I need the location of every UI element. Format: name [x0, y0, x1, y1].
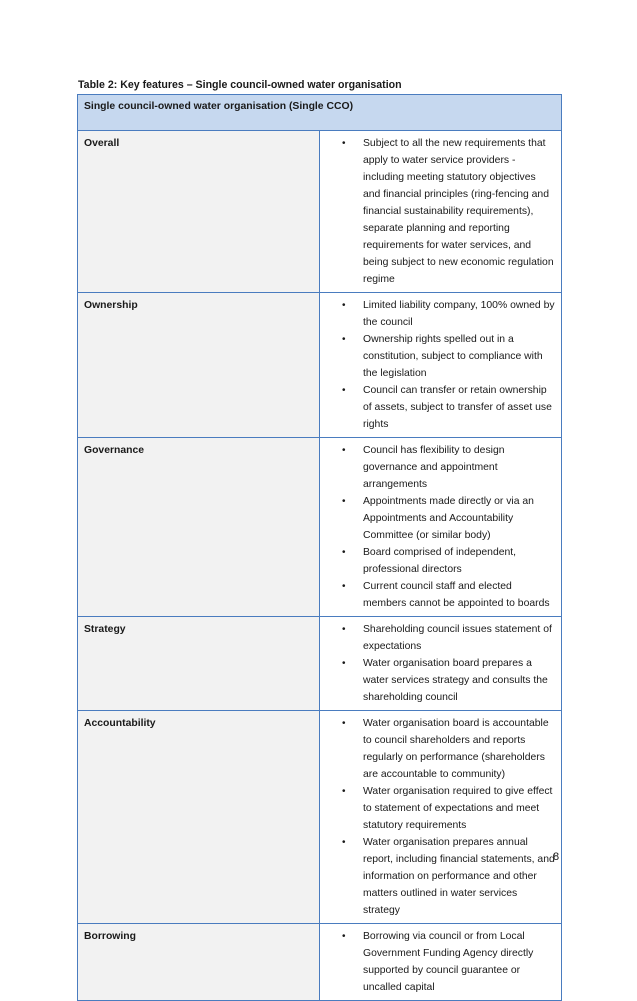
- row-content-strategy: [320, 617, 562, 711]
- list-item: • Board comprised of independent, professional directors: [320, 544, 555, 578]
- row-label-ownership: Ownership: [78, 293, 320, 438]
- bullet-icon: •: [342, 786, 346, 797]
- bullet-icon: •: [342, 658, 346, 669]
- list-item: • Water organisation required to give effect to statement of expectations and meet statutory requirements: [320, 783, 555, 834]
- row-content-overall: [320, 131, 562, 293]
- page-number: 8: [553, 851, 560, 863]
- row-content-governance: [320, 438, 562, 617]
- list-item: • Appointments made directly or via an Appointments and Accountability Committee (or similar body): [320, 493, 555, 544]
- bullet-icon: •: [342, 837, 346, 848]
- row-label-strategy: Strategy: [78, 617, 320, 711]
- row-content-ownership: [320, 293, 562, 438]
- row-label-governance: Governance: [78, 438, 320, 617]
- list-item: • Limited liability company, 100% owned by the council: [320, 297, 555, 331]
- table-caption: Table 2: Key features – Single council-owned water organisation: [78, 79, 402, 91]
- row-content-borrowing: [320, 924, 562, 1001]
- list-item: • Council has flexibility to design governance and appointment arrangements: [320, 442, 555, 493]
- list-item: • Ownership rights spelled out in a constitution, subject to compliance with the legislation: [320, 331, 555, 382]
- list-item: • Water organisation board prepares a water services strategy and consults the shareholding council: [320, 655, 555, 706]
- table-row: [78, 711, 562, 924]
- bullet-icon: •: [342, 385, 346, 396]
- list-item: • Water organisation prepares annual report, including financial statements, and information on performance and other matters outlined in water services strategy: [320, 834, 555, 919]
- key-features-table: [77, 94, 562, 1001]
- list-item: • Current council staff and elected members cannot be appointed to boards: [320, 578, 555, 612]
- table-row: [78, 617, 562, 711]
- bullet-icon: •: [342, 547, 346, 558]
- bullet-icon: •: [342, 138, 346, 149]
- list-item: • Subject to all the new requirements that apply to water service providers - including meeting statutory objectives and financial principles (ring-fencing and financial sustainability requirements), separate planning and reporting requirements for water services, and being subject to new economic regulation regime: [320, 135, 555, 288]
- table-row: [78, 131, 562, 293]
- table-row: [78, 293, 562, 438]
- list-item: • Council can transfer or retain ownership of assets, subject to transfer of asset use rights: [320, 382, 555, 433]
- bullet-icon: •: [342, 581, 346, 592]
- bullet-icon: •: [342, 300, 346, 311]
- row-label-overall: Overall: [78, 131, 320, 293]
- bullet-icon: •: [342, 931, 346, 942]
- list-item: • Borrowing via council or from Local Government Funding Agency directly supported by council guarantee or uncalled capital: [320, 928, 555, 996]
- table-header: Single council-owned water organisation (Single CCO): [78, 95, 562, 131]
- table-row: [78, 438, 562, 617]
- list-item: • Water organisation board is accountable to council shareholders and reports regularly on performance (shareholders are accountable to community): [320, 715, 555, 783]
- row-label-borrowing: Borrowing: [78, 924, 320, 1001]
- bullet-icon: •: [342, 445, 346, 456]
- bullet-icon: •: [342, 496, 346, 507]
- bullet-icon: •: [342, 334, 346, 345]
- list-item: • Shareholding council issues statement of expectations: [320, 621, 555, 655]
- bullet-icon: •: [342, 718, 346, 729]
- table-row: [78, 924, 562, 1001]
- bullet-icon: •: [342, 624, 346, 635]
- row-label-accountability: Accountability: [78, 711, 320, 924]
- row-content-accountability: [320, 711, 562, 924]
